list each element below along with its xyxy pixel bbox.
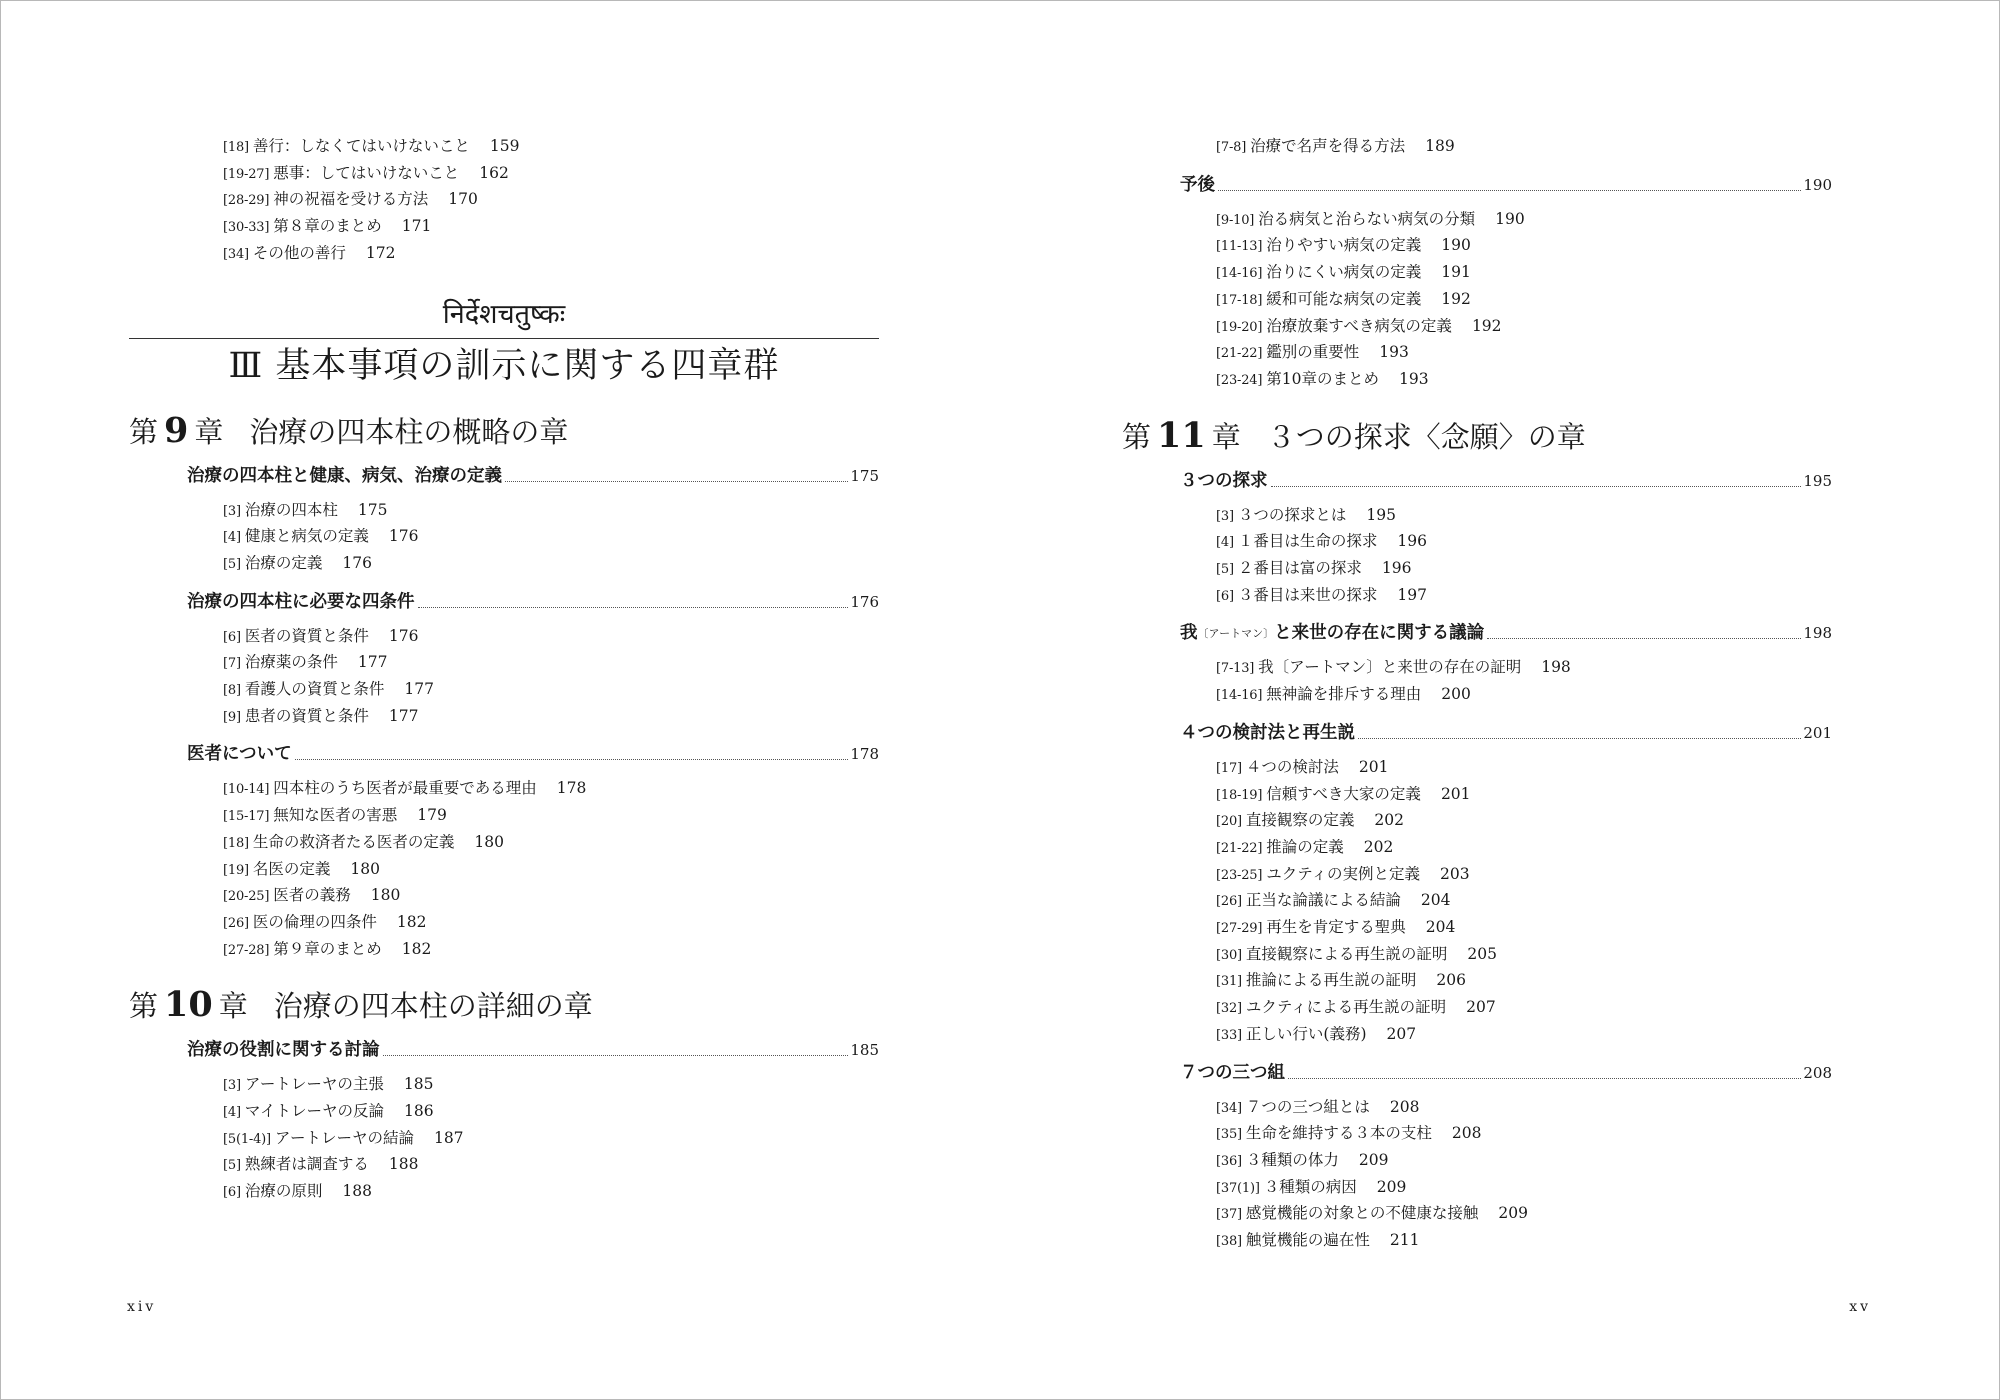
- entry-number: [4]: [223, 1105, 241, 1121]
- section-heading: [129, 742, 879, 767]
- section-page: 201: [1803, 723, 1832, 742]
- dot-leader: [1218, 190, 1801, 191]
- entry-page: 197: [1397, 585, 1427, 604]
- section-title: 予後: [1180, 174, 1215, 195]
- entry-number: [20-25]: [223, 889, 270, 905]
- entry-title: 名医の定義: [252, 859, 331, 878]
- section-heading: [1122, 173, 1832, 198]
- entry-page: 188: [342, 1182, 372, 1201]
- section-title: 我: [1180, 623, 1198, 644]
- entry-title: ３つの探求とは: [1237, 505, 1347, 524]
- entry-title: 医者の資質と条件: [244, 626, 369, 645]
- toc-entry: [129, 1152, 879, 1179]
- toc-entry: [129, 704, 879, 731]
- toc-entry: [129, 677, 879, 704]
- entry-page: 187: [433, 1128, 464, 1147]
- entry-number: [23-24]: [1216, 372, 1263, 388]
- entry-number: [27-28]: [223, 942, 270, 958]
- toc-entry: [129, 524, 879, 551]
- entry-title: 悪事：してはいけないこと: [273, 163, 460, 182]
- entry-title: 緩和可能な病気の定義: [1266, 289, 1422, 308]
- entry-number: [21-22]: [1216, 840, 1263, 856]
- toc-entry: [1122, 1201, 1832, 1228]
- entry-page: 176: [342, 553, 372, 572]
- toc-entry: [1122, 367, 1832, 394]
- chapter-title: 治療の四本柱の詳細の章: [273, 989, 593, 1024]
- entry-title: 患者の資質と条件: [244, 706, 369, 725]
- entry-title: ３種類の病因: [1263, 1177, 1357, 1196]
- entry-title: 第10章のまとめ: [1266, 369, 1379, 388]
- entry-title: 触覚機能の遍在性: [1245, 1231, 1370, 1250]
- entry-page: 188: [388, 1155, 419, 1174]
- entry-page: 159: [489, 137, 520, 155]
- section-heading: [129, 1038, 879, 1063]
- entry-page: 177: [404, 680, 434, 699]
- toc-entry: [129, 803, 879, 830]
- entry-number: [27-29]: [1216, 921, 1263, 937]
- entry-title: ２番目は富の探求: [1237, 559, 1362, 578]
- toc-entry: [1122, 1022, 1832, 1049]
- entry-title: ３番目は来世の探求: [1237, 585, 1378, 604]
- toc-entry: [1122, 862, 1832, 889]
- entry-title: ３種類の体力: [1245, 1150, 1339, 1169]
- toc-entry: [1122, 556, 1832, 583]
- entry-page: 190: [1441, 236, 1471, 255]
- entry-title: 熟練者は調査する: [244, 1155, 369, 1174]
- toc-group: [129, 776, 879, 963]
- toc-entry: [1122, 1175, 1832, 1202]
- entry-page: 176: [388, 527, 419, 546]
- page-number: xiv: [127, 1299, 157, 1315]
- toc-entry: [129, 937, 879, 964]
- entry-title: 生命の救済者たる医者の定義: [252, 832, 455, 851]
- entry-page: 180: [370, 886, 401, 905]
- dot-leader: [505, 481, 848, 482]
- entry-number: [32]: [1216, 1001, 1242, 1017]
- toc-entry: [129, 830, 879, 857]
- chapter-number: 11: [1157, 414, 1206, 456]
- toc-entry: [1122, 583, 1832, 610]
- entry-number: [34]: [1216, 1100, 1242, 1116]
- entry-number: [6]: [223, 1185, 241, 1201]
- entry-page: 201: [1358, 757, 1389, 776]
- toc-entry: [129, 551, 879, 578]
- toc-entry: [1122, 340, 1832, 367]
- entry-page: 208: [1451, 1124, 1482, 1143]
- entry-page: 200: [1441, 685, 1471, 704]
- section-title-annotation: 〔アートマン〕: [1197, 627, 1275, 641]
- entry-number: [30]: [1216, 947, 1242, 963]
- entry-page: 201: [1440, 784, 1471, 803]
- entry-title: ユクティの実例と定義: [1266, 864, 1420, 883]
- section-page: 175: [850, 466, 879, 485]
- dot-leader: [1271, 486, 1802, 487]
- entry-title: 推論による再生説の証明: [1245, 971, 1417, 990]
- entry-page: 186: [404, 1102, 434, 1121]
- entry-number: [15-17]: [223, 809, 270, 825]
- toc-entry: [129, 650, 879, 677]
- entry-title: 治療の四本柱: [244, 500, 338, 519]
- toc-group: [1122, 755, 1832, 1049]
- entry-title: 第９章のまとめ: [273, 939, 382, 958]
- entry-number: [4]: [223, 530, 241, 546]
- entry-title: 正当な論議による結論: [1245, 891, 1401, 910]
- entry-number: [4]: [1216, 535, 1234, 551]
- entry-number: [26]: [1216, 894, 1242, 910]
- entry-title: ７つの三つ組とは: [1245, 1097, 1370, 1116]
- entry-page: 204: [1425, 918, 1456, 937]
- entry-title: 生命を維持する３本の支柱: [1245, 1124, 1432, 1143]
- entry-number: [7-13]: [1216, 661, 1255, 677]
- entry-number: [18-19]: [1216, 787, 1263, 803]
- toc-entry: [1122, 942, 1832, 969]
- toc-entry: [1122, 1121, 1832, 1148]
- section-page: 190: [1803, 175, 1832, 194]
- page-number: xv: [1849, 1299, 1871, 1315]
- toc-entry: [129, 1126, 879, 1153]
- section-page: 208: [1803, 1063, 1832, 1082]
- toc-entry: [129, 498, 879, 525]
- toc-group: [1122, 503, 1832, 610]
- entry-number: [37(1)]: [1216, 1180, 1260, 1196]
- toc-entry: [129, 776, 879, 803]
- entry-page: 176: [388, 626, 419, 645]
- section-title: 治療の四本柱に必要な四条件: [187, 591, 415, 612]
- entry-page: 177: [388, 706, 419, 725]
- toc-entry: [1122, 968, 1832, 995]
- section-title: ３つの探求: [1180, 470, 1268, 491]
- entry-number: [3]: [1216, 508, 1234, 524]
- entry-page: 193: [1398, 369, 1429, 388]
- entry-number: [11-13]: [1216, 239, 1263, 255]
- section-page: 198: [1803, 624, 1832, 643]
- section-heading: [1122, 721, 1832, 746]
- entry-number: [9-10]: [1216, 212, 1255, 228]
- toc-entry: [129, 214, 879, 241]
- entry-number: [5]: [1216, 562, 1234, 578]
- entry-title: 直接観察による再生説の証明: [1245, 944, 1448, 963]
- entry-number: [19-27]: [223, 166, 270, 182]
- dot-leader: [295, 759, 849, 760]
- entry-number: [23-25]: [1216, 867, 1263, 883]
- entry-title: 治療の原則: [244, 1182, 323, 1201]
- entry-number: [8]: [223, 683, 241, 699]
- chapter-suffix: 章: [1211, 419, 1241, 454]
- toc-group: [1122, 134, 1832, 161]
- entry-number: [5(1-4)]: [223, 1131, 271, 1147]
- entry-page: 203: [1440, 864, 1470, 883]
- entry-number: [6]: [223, 629, 241, 645]
- toc-entry: [1122, 995, 1832, 1022]
- section-page: 195: [1803, 471, 1832, 490]
- entry-title: 正しい行い(義務): [1245, 1024, 1367, 1043]
- toc-entry: [1122, 260, 1832, 287]
- entry-page: 190: [1495, 209, 1525, 228]
- entry-number: [3]: [223, 1078, 241, 1094]
- toc-entry: [1122, 655, 1832, 682]
- chapter-prefix: 第: [129, 989, 159, 1024]
- toc-entry: [1122, 755, 1832, 782]
- entry-number: [38]: [1216, 1234, 1242, 1250]
- entry-number: [19-20]: [1216, 319, 1263, 335]
- chapter-heading: [129, 411, 879, 452]
- right-page: [1000, 0, 2000, 1400]
- entry-number: [5]: [223, 556, 241, 572]
- entry-page: 205: [1467, 944, 1497, 963]
- entry-title: 治療放棄すべき病気の定義: [1266, 316, 1452, 335]
- entry-page: 202: [1363, 837, 1394, 856]
- entry-title: 健康と病気の定義: [244, 527, 369, 546]
- toc-entry: [129, 883, 879, 910]
- entry-title: 第８章のまとめ: [273, 217, 382, 236]
- entry-title: 治療の定義: [244, 553, 323, 572]
- chapter-heading: [1122, 416, 1832, 457]
- entry-page: 162: [479, 163, 509, 182]
- entry-title: 善行：しなくてはいけないこと: [252, 137, 470, 155]
- section-heading: [129, 464, 879, 489]
- entry-number: [18]: [223, 835, 249, 851]
- entry-number: [5]: [223, 1158, 241, 1174]
- entry-title: 治療で名声を得る方法: [1250, 137, 1406, 155]
- toc-entry: [1122, 1148, 1832, 1175]
- entry-page: 204: [1420, 891, 1451, 910]
- toc-group: [129, 624, 879, 731]
- section-heading: [1122, 469, 1832, 494]
- entry-page: 171: [401, 217, 432, 236]
- section-page: 185: [850, 1041, 879, 1060]
- entry-page: 185: [403, 1075, 434, 1094]
- entry-title: アートレーヤの主張: [244, 1075, 384, 1094]
- entry-number: [30-33]: [223, 220, 270, 236]
- entry-number: [18]: [223, 140, 249, 155]
- entry-title: 治りやすい病気の定義: [1266, 236, 1422, 255]
- entry-title: １番目は生命の探求: [1237, 532, 1378, 551]
- chapter-prefix: 第: [129, 414, 159, 449]
- section-title: 医者について: [187, 744, 292, 765]
- dot-leader: [383, 1055, 849, 1056]
- entry-number: [9]: [223, 709, 241, 725]
- toc-entry: [1122, 808, 1832, 835]
- entry-page: 196: [1397, 532, 1427, 551]
- dot-leader: [1358, 738, 1801, 739]
- entry-page: 182: [401, 939, 432, 958]
- entry-title: 四本柱のうち医者が最重要である理由: [273, 779, 537, 798]
- entry-number: [20]: [1216, 814, 1242, 830]
- toc-entry: [1122, 888, 1832, 915]
- chapter-heading: [129, 985, 879, 1026]
- entry-title: その他の善行: [252, 243, 346, 262]
- entry-number: [21-22]: [1216, 346, 1263, 362]
- section-heading: [1122, 1061, 1832, 1086]
- toc-entry: [1122, 207, 1832, 234]
- entry-title: 無神論を排斥する理由: [1266, 685, 1422, 704]
- dot-leader: [1288, 1078, 1801, 1079]
- toc-entry: [1122, 233, 1832, 260]
- entry-number: [14-16]: [1216, 688, 1263, 704]
- entry-page: 207: [1386, 1024, 1417, 1043]
- entry-number: [26]: [223, 915, 249, 931]
- toc-entry: [129, 1072, 879, 1099]
- toc-entry: [1122, 782, 1832, 809]
- entry-number: [35]: [1216, 1127, 1242, 1143]
- entry-number: [28-29]: [223, 193, 270, 209]
- entry-title: 神の祝福を受ける方法: [273, 190, 429, 209]
- toc-group: [129, 134, 879, 268]
- part-divider: [129, 338, 879, 339]
- entry-page: 202: [1374, 811, 1404, 830]
- section-title-rest: と来世の存在に関する議論: [1274, 623, 1485, 644]
- chapter-suffix: 章: [218, 989, 248, 1024]
- section-page: 176: [850, 592, 879, 611]
- entry-title: 感覚機能の対象との不健康な接触: [1245, 1204, 1479, 1223]
- entry-page: 198: [1541, 658, 1571, 677]
- entry-page: 195: [1366, 505, 1396, 524]
- entry-number: [10-14]: [223, 782, 270, 798]
- right-toc-column: [1122, 134, 1832, 1255]
- entry-number: [33]: [1216, 1027, 1242, 1043]
- section-heading: [129, 590, 879, 615]
- entry-title: 治る病気と治らない病気の分類: [1258, 209, 1476, 228]
- entry-page: 179: [417, 806, 447, 825]
- entry-title: 治りにくい病気の定義: [1266, 263, 1422, 282]
- entry-title: 無知な医者の害悪: [273, 806, 398, 825]
- entry-page: 172: [365, 243, 396, 262]
- entry-page: 196: [1381, 559, 1412, 578]
- entry-page: 209: [1358, 1150, 1389, 1169]
- entry-title: 医者の義務: [273, 886, 351, 905]
- section-title: ７つの三つ組: [1180, 1062, 1285, 1083]
- toc-entry: [1122, 915, 1832, 942]
- dot-leader: [418, 607, 849, 608]
- section-title: 治療の役割に関する討論: [187, 1040, 380, 1061]
- entry-page: 180: [474, 832, 504, 851]
- entry-number: [3]: [223, 503, 241, 519]
- entry-number: [17]: [1216, 760, 1242, 776]
- entry-page: 192: [1441, 289, 1471, 308]
- toc-group: [1122, 655, 1832, 708]
- entry-number: [19]: [223, 862, 249, 878]
- entry-number: [7]: [223, 656, 241, 672]
- toc-entry: [129, 624, 879, 651]
- toc-entry: [1122, 287, 1832, 314]
- chapter-title: ３つの探求〈念願〉の章: [1266, 419, 1586, 454]
- toc-entry: [1122, 529, 1832, 556]
- entry-page: 209: [1376, 1177, 1407, 1196]
- toc-entry: [129, 1099, 879, 1126]
- toc-entry: [1122, 835, 1832, 862]
- entry-title: ユクティによる再生説の証明: [1245, 998, 1447, 1017]
- entry-title: マイトレーヤの反論: [244, 1102, 385, 1121]
- entry-number: [17-18]: [1216, 292, 1263, 308]
- entry-page: 207: [1466, 998, 1496, 1017]
- entry-page: 182: [396, 912, 427, 931]
- toc-entry: [129, 161, 879, 188]
- entry-title: ４つの検討法: [1245, 757, 1339, 776]
- entry-page: 209: [1498, 1204, 1528, 1223]
- entry-page: 211: [1389, 1231, 1420, 1250]
- chapter-number: 9: [164, 409, 189, 451]
- entry-page: 170: [448, 190, 478, 209]
- toc-entry: [1122, 682, 1832, 709]
- entry-page: 191: [1441, 263, 1471, 282]
- entry-number: [34]: [223, 246, 249, 262]
- entry-page: 189: [1425, 137, 1455, 155]
- entry-title: 再生を肯定する聖典: [1266, 918, 1406, 937]
- chapter-suffix: 章: [194, 414, 224, 449]
- entry-page: 177: [357, 653, 388, 672]
- entry-page: 175: [357, 500, 388, 519]
- entry-number: [36]: [1216, 1153, 1242, 1169]
- chapter-prefix: 第: [1122, 419, 1152, 454]
- toc-entry: [129, 1179, 879, 1206]
- entry-page: 180: [350, 859, 380, 878]
- entry-number: [31]: [1216, 974, 1242, 990]
- entry-title: 鑑別の重要性: [1266, 343, 1360, 362]
- entry-title: 医の倫理の四条件: [252, 912, 377, 931]
- entry-page: 192: [1471, 316, 1502, 335]
- entry-number: [37]: [1216, 1207, 1242, 1223]
- section-title: ４つの検討法と再生説: [1180, 722, 1355, 743]
- entry-title: 直接観察の定義: [1245, 811, 1355, 830]
- toc-group: [1122, 207, 1832, 394]
- chapter-title: 治療の四本柱の概略の章: [249, 414, 569, 449]
- part-title: Ⅲ 基本事項の訓示に関する四章群: [228, 345, 780, 386]
- left-toc-column: [129, 134, 879, 1206]
- chapter-number: 10: [164, 984, 213, 1026]
- toc-group: [129, 1072, 879, 1206]
- section-page: 178: [850, 745, 879, 764]
- toc-entry: [129, 187, 879, 214]
- toc-group: [1122, 1095, 1832, 1255]
- toc-entry: [129, 910, 879, 937]
- entry-title: 我〔アートマン〕と来世の存在の証明: [1258, 658, 1522, 677]
- entry-title: 推論の定義: [1266, 837, 1344, 856]
- toc-entry: [1122, 314, 1832, 341]
- entry-title: 信頼すべき大家の定義: [1266, 784, 1421, 803]
- toc-entry: [129, 857, 879, 884]
- entry-title: アートレーヤの結論: [274, 1128, 414, 1147]
- toc-entry: [1122, 503, 1832, 530]
- toc-entry: [1122, 134, 1832, 161]
- toc-entry: [1122, 1095, 1832, 1122]
- entry-page: 193: [1379, 343, 1409, 362]
- entry-number: [7-8]: [1216, 140, 1247, 155]
- toc-group: [129, 498, 879, 578]
- entry-number: [14-16]: [1216, 266, 1263, 282]
- section-heading: [1122, 621, 1832, 646]
- section-title: 治療の四本柱と健康、病気、治療の定義: [187, 465, 502, 486]
- entry-title: 治療薬の条件: [244, 653, 338, 672]
- entry-title: 看護人の資質と条件: [244, 680, 385, 699]
- dot-leader: [1487, 638, 1801, 639]
- toc-entry: [129, 241, 879, 268]
- entry-page: 208: [1389, 1097, 1420, 1116]
- part-sanskrit-title: निर्देशचतुष्कः: [442, 298, 566, 330]
- entry-number: [6]: [1216, 588, 1234, 604]
- entry-page: 206: [1436, 971, 1466, 990]
- entry-page: 178: [556, 779, 587, 798]
- toc-entry: [129, 134, 879, 161]
- toc-entry: [1122, 1228, 1832, 1255]
